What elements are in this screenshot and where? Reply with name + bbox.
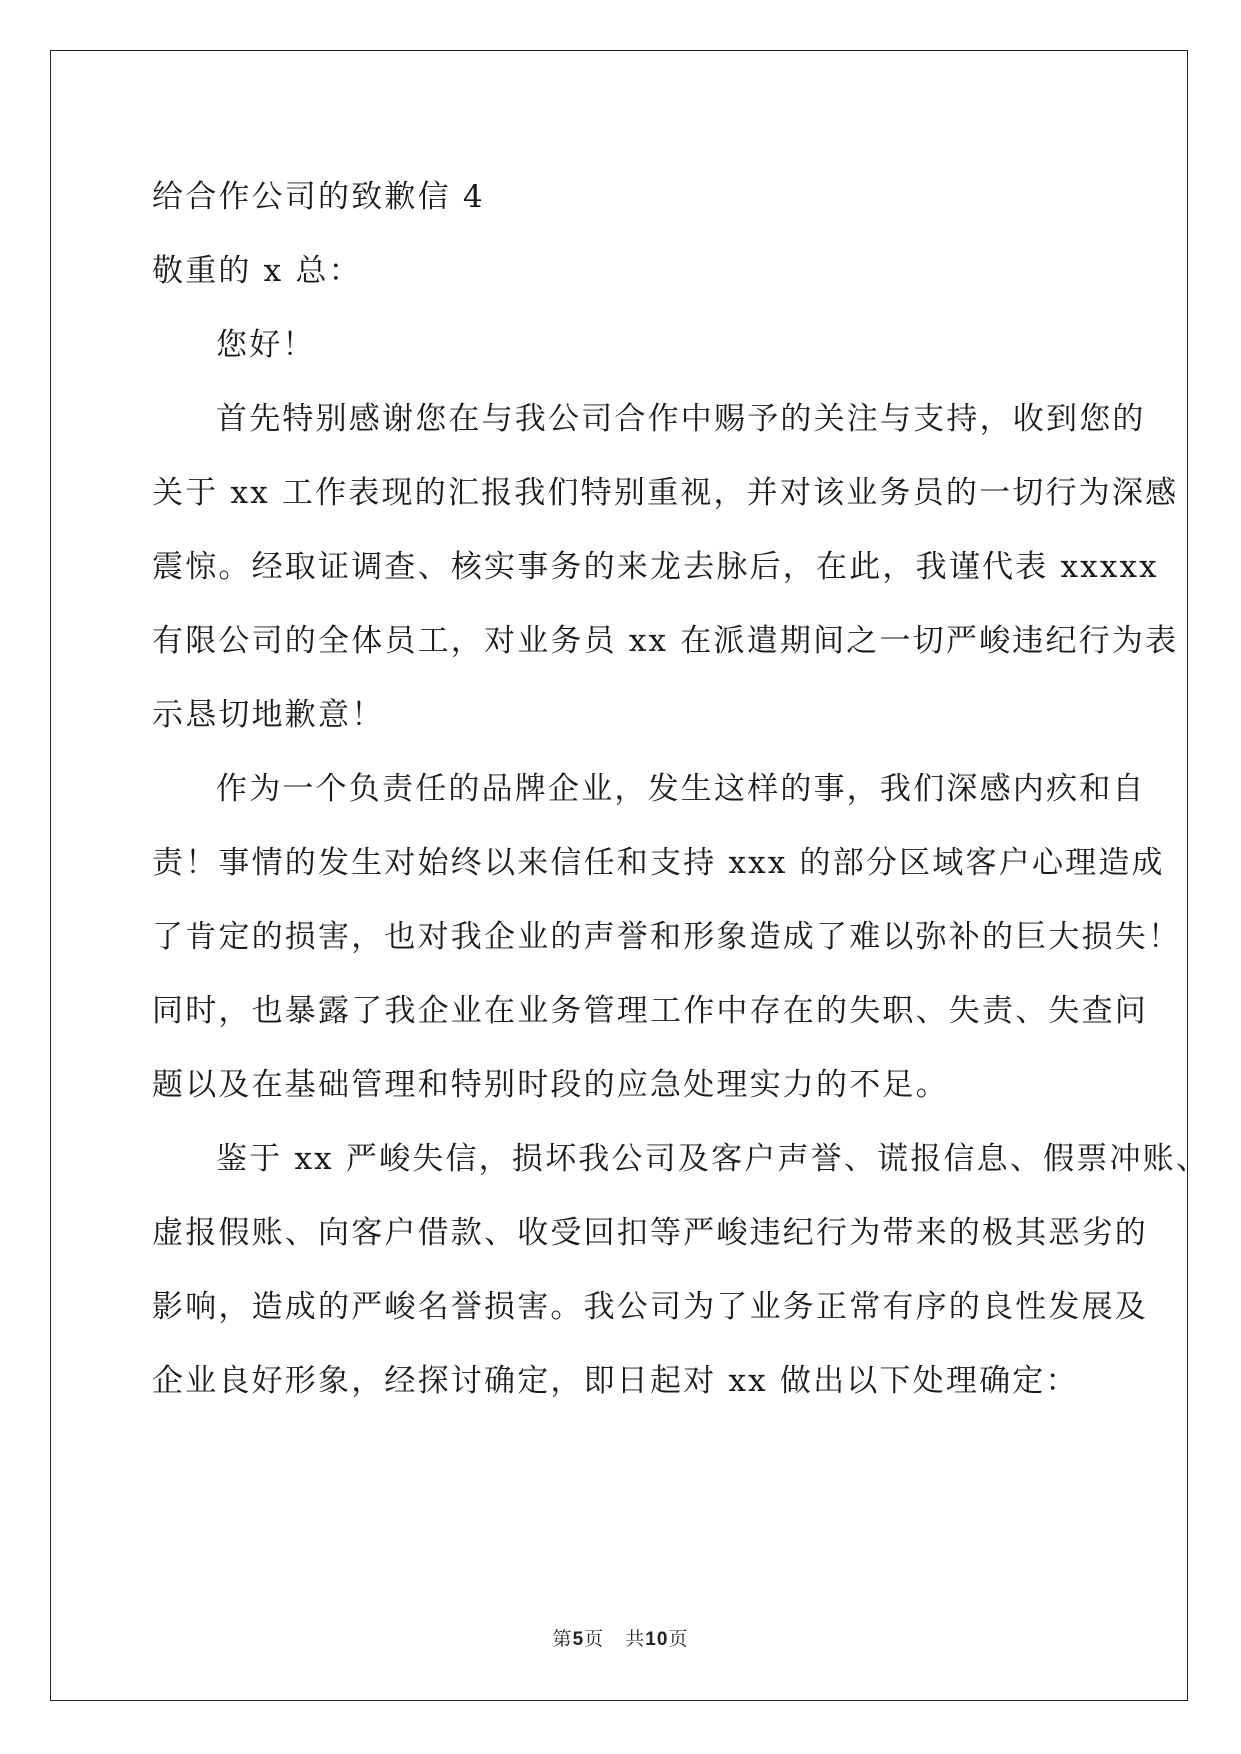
document-body bbox=[152, 160, 1210, 1418]
document-title: 给合作公司的致歉信 4 bbox=[152, 179, 485, 215]
total-unit: 页 bbox=[668, 1628, 689, 1650]
page-unit: 页 bbox=[584, 1628, 605, 1650]
text-line: 责！事情的发生对始终以来信任和支持 xxx 的部分区域客户心理造成 bbox=[152, 845, 1165, 881]
text-line: 示恳切地歉意！ bbox=[152, 697, 385, 733]
current-page-number: 5 bbox=[572, 1629, 585, 1650]
text-line: 首先特别感谢您在与我公司合作中赐予的关注与支持，收到您的 bbox=[216, 401, 1146, 437]
text-line: 题以及在基础管理和特别时段的应急处理实力的不足。 bbox=[152, 1067, 949, 1103]
text-line: 影响，造成的严峻名誉损害。我公司为了业务正常有序的良性发展及 bbox=[152, 1289, 1148, 1325]
text-line: 有限公司的全体员工，对业务员 xx 在派遣期间之一切严峻违纪行为表 bbox=[152, 623, 1179, 659]
letter-paragraphs bbox=[152, 382, 1210, 1418]
text-line: 关于 xx 工作表现的汇报我们特别重视，并对该业务员的一切行为深感 bbox=[152, 475, 1179, 511]
text-line: 作为一个负责任的品牌企业，发生这样的事，我们深感内疚和自 bbox=[216, 771, 1146, 807]
greeting: 您好！ bbox=[216, 327, 316, 363]
text-line: 同时，也暴露了我企业在业务管理工作中存在的失职、失责、失查问 bbox=[152, 993, 1148, 1029]
text-line: 鉴于 xx 严峻失信，损坏我公司及客户声誉、谎报信息、假票冲账、 bbox=[216, 1141, 1210, 1177]
total-page-count: 10 bbox=[645, 1629, 669, 1650]
salutation: 敬重的 x 总： bbox=[152, 253, 362, 289]
text-line: 了肯定的损害，也对我企业的声誉和形象造成了难以弥补的巨大损失！ bbox=[152, 919, 1182, 955]
page-footer bbox=[0, 1624, 1241, 1651]
text-line: 虚报假账、向客户借款、收受回扣等严峻违纪行为带来的极其恶劣的 bbox=[152, 1215, 1148, 1251]
page-prefix: 第 bbox=[552, 1628, 573, 1650]
total-prefix: 共 bbox=[625, 1628, 646, 1650]
text-line: 震惊。经取证调查、核实事务的来龙去脉后，在此，我谨代表 xxxxx bbox=[152, 549, 1159, 585]
text-line: 企业良好形象，经探讨确定，即日起对 xx 做出以下处理确定： bbox=[152, 1363, 1079, 1399]
